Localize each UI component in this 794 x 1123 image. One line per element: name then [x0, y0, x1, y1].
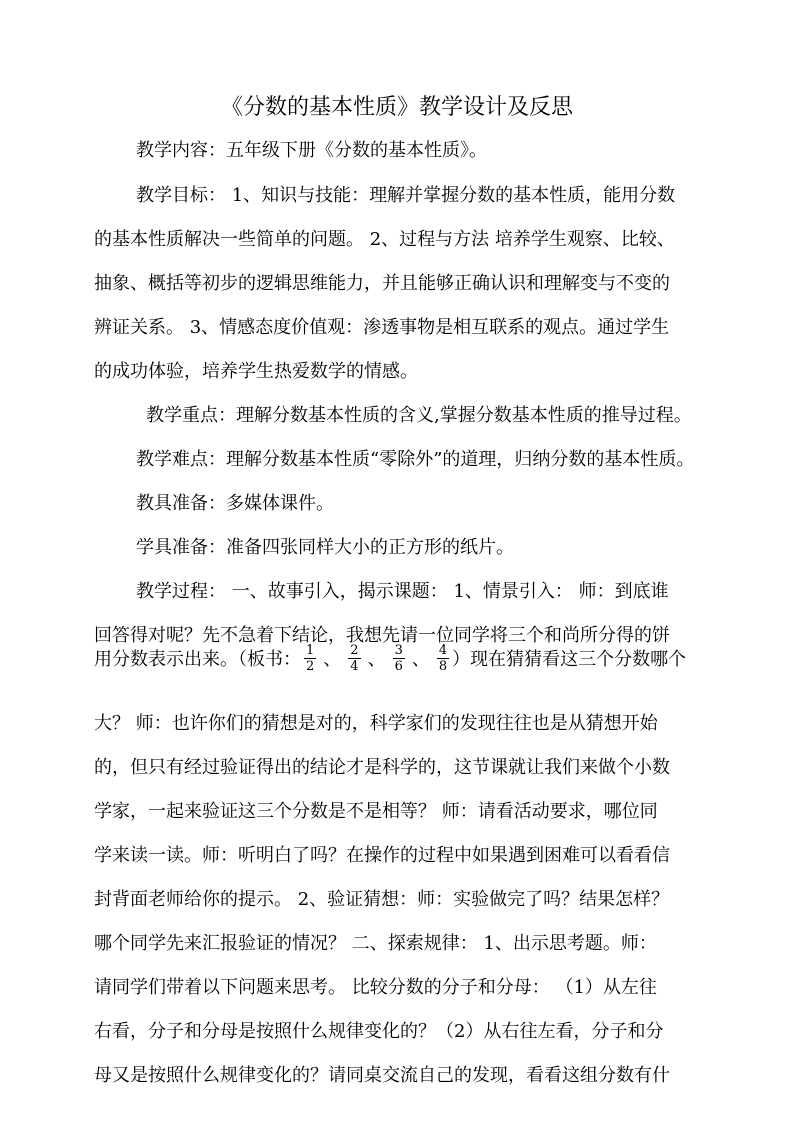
teaching-key-point: 教学重点：理解分数基本性质的含义,掌握分数基本性质的推导过程。: [146, 405, 692, 426]
process-line-6: 学家，一起来验证这三个分数是不是相等？ 师：请看活动要求，哪位同: [94, 801, 658, 822]
process-line-1: 教学过程： 一、故事引入，揭示课题： 1、情景引入： 师：到底谁: [136, 581, 669, 602]
process-line-12: 母又是按照什么规律变化的？请同桌交流自己的发现，看看这组分数有什: [94, 1065, 670, 1086]
teaching-goal-line-5: 的成功体验，培养学生热爱数学的情感。: [94, 361, 418, 382]
process-line-3-start: 用分数表示出来。（板书：: [94, 649, 301, 670]
fraction-denominator: 2: [306, 658, 315, 674]
teaching-content: 教学内容：五年级下册《分数的基本性质》。: [136, 140, 487, 161]
fraction-denominator: 6: [394, 658, 403, 674]
process-line-10: 请同学们带着以下问题来思考。 比较分数的分子和分母： （1）从左往: [94, 977, 657, 998]
fraction-separator: 、: [367, 649, 386, 670]
fraction-separator: 、: [323, 649, 342, 670]
fraction-denominator: 4: [350, 658, 359, 674]
process-line-5: 的，但只有经过验证得出的结论才是科学的，这节课就让我们来做个小数: [94, 757, 670, 778]
student-tools: 学具准备：准备四张同样大小的正方形的纸片。: [136, 537, 514, 558]
document-title: 《分数的基本性质》教学设计及反思: [220, 95, 573, 120]
process-line-2: 回答得对呢？先不急着下结论，我想先请一位同学将三个和尚所分得的饼: [94, 625, 670, 646]
teaching-difficulty: 教学难点：理解分数基本性质“零除外”的道理，归纳分数的基本性质。: [136, 449, 695, 470]
teaching-goal-line-2: 的基本性质解决一些简单的问题。 2、过程与方法 培养学生观察、比较、: [94, 229, 675, 250]
process-line-9: 哪个同学先来汇报验证的情况？ 二、探索规律： 1、出示思考题。师：: [94, 933, 657, 954]
process-line-3-end: ）现在猜猜看这三个分数哪个: [452, 649, 687, 670]
fraction-separator: 、: [411, 649, 430, 670]
fraction-one-half: [304, 643, 316, 674]
fraction-three-sixths: [393, 643, 405, 674]
fraction-four-eighths: [437, 643, 449, 674]
fraction-numerator: 3: [394, 642, 403, 658]
process-line-7: 学来读一读。师：听明白了吗？在操作的过程中如果遇到困难可以看看信: [94, 845, 670, 866]
process-line-11: 右看，分子和分母是按照什么规律变化的？（2）从右往左看，分子和分: [94, 1021, 664, 1042]
fraction-numerator: 4: [438, 642, 448, 658]
teaching-goal-line-3: 抽象、概括等初步的逻辑思维能力，并且能够正确认识和理解变与不变的: [94, 273, 670, 294]
process-line-3: [94, 630, 714, 690]
process-line-4: 大？ 师：也许你们的猜想是对的，科学家们的发现往往也是从猜想开始: [94, 713, 658, 734]
fraction-two-fourths: [348, 643, 360, 674]
teacher-tools: 教具准备：多媒体课件。: [136, 493, 334, 514]
process-line-8: 封背面老师给你的提示。 2、验证猜想：师：实验做完了吗？结果怎样？: [94, 889, 670, 910]
teaching-goal-line-4: 辨证关系。 3、情感态度价值观：渗透事物是相互联系的观点。通过学生: [94, 317, 670, 338]
fraction-denominator: 8: [438, 658, 448, 674]
fraction-numerator: 2: [350, 642, 359, 658]
teaching-goal-line-1: 教学目标： 1、知识与技能：理解并掌握分数的基本性质，能用分数: [136, 185, 676, 206]
fraction-numerator: 1: [306, 642, 315, 658]
